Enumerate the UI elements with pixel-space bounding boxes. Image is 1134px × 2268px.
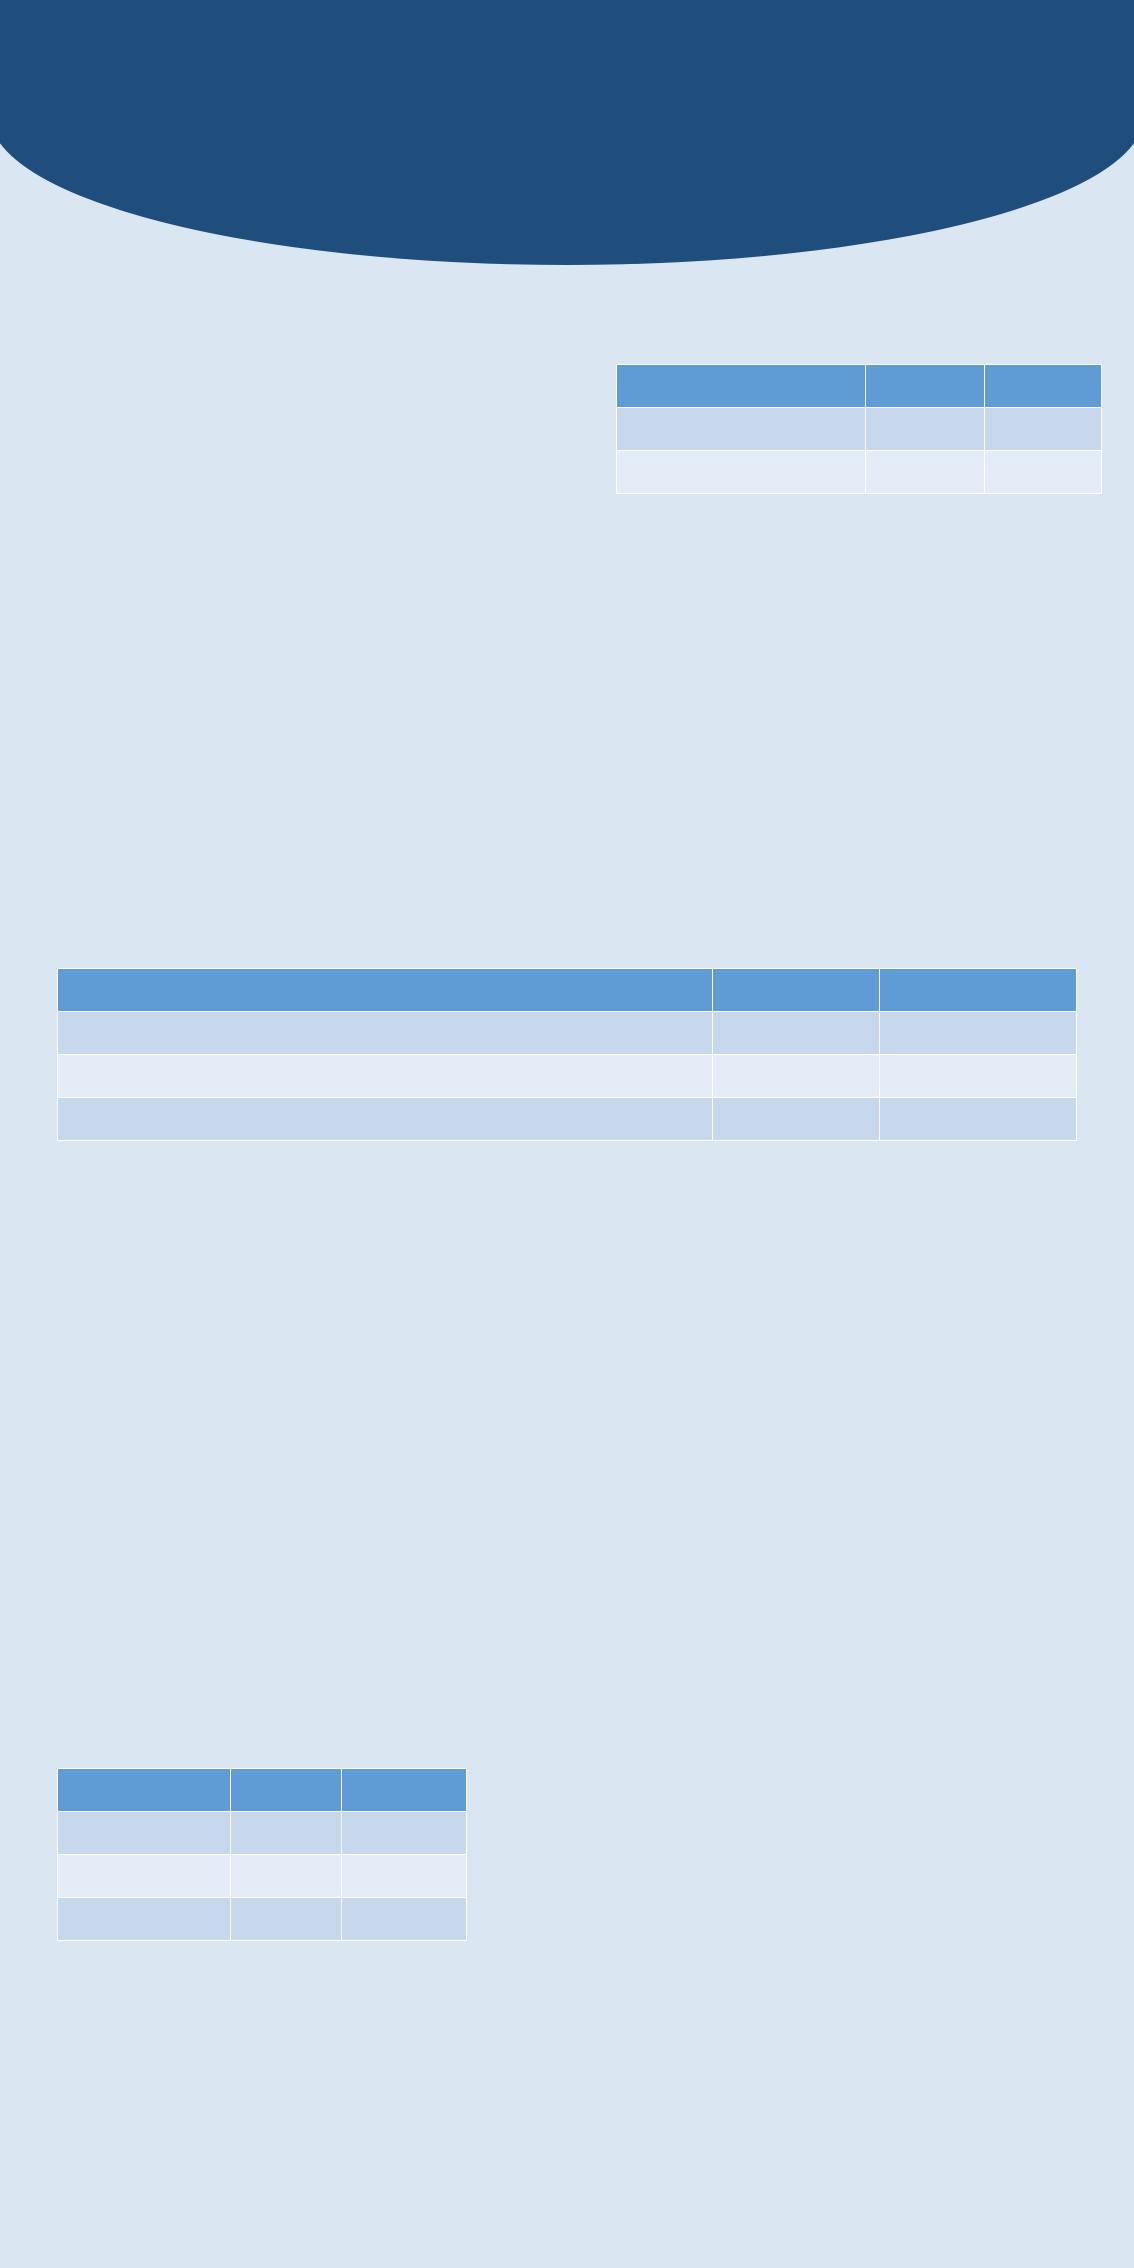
diagram-dominant-ninth (10, 1275, 540, 1475)
table-row (58, 1898, 467, 1941)
cell (342, 1898, 467, 1941)
cell (713, 1098, 880, 1141)
cell (713, 1012, 880, 1055)
cell (58, 1898, 231, 1941)
cell (880, 1055, 1077, 1098)
cell (58, 1012, 713, 1055)
cell (866, 451, 985, 494)
cell (58, 1098, 713, 1141)
diagram-suspended-second (10, 690, 540, 890)
col-intervals (985, 365, 1102, 408)
header-banner (0, 0, 1134, 265)
cell (58, 1055, 713, 1098)
col-symbol (866, 365, 985, 408)
cell (231, 1898, 342, 1941)
sus-table (616, 364, 1102, 494)
diagram-add-nine (590, 1788, 1120, 1988)
cell (231, 1812, 342, 1855)
col-symbol (713, 969, 880, 1012)
cell (866, 408, 985, 451)
table-row (58, 1098, 1077, 1141)
table-row (58, 1055, 1077, 1098)
col-name (617, 365, 866, 408)
diagram-dominant-thirteenth (10, 1515, 540, 1715)
cell (617, 451, 866, 494)
cell (713, 1055, 880, 1098)
cell (342, 1812, 467, 1855)
cell (985, 408, 1102, 451)
cell (880, 1098, 1077, 1141)
cell (617, 408, 866, 451)
diagram-dominant-eleventh (568, 1275, 1098, 1475)
col-name (58, 969, 713, 1012)
cell (231, 1855, 342, 1898)
table-header-row (58, 969, 1077, 1012)
col-name (58, 1769, 231, 1812)
diagram-add-eleven (30, 2050, 560, 2250)
table-row (617, 451, 1102, 494)
extensions-table (57, 968, 1077, 1141)
table-row (617, 408, 1102, 451)
cell (58, 1812, 231, 1855)
diagram-add-thirteen (590, 2050, 1120, 2250)
cell (880, 1012, 1077, 1055)
table-row (58, 1812, 467, 1855)
col-intervals (880, 969, 1077, 1012)
cell (342, 1855, 467, 1898)
diagram-suspended-fourth (568, 690, 1098, 890)
col-intervals (342, 1769, 467, 1812)
col-symbol (231, 1769, 342, 1812)
cell (985, 451, 1102, 494)
table-header-row (617, 365, 1102, 408)
table-row (58, 1855, 467, 1898)
table-header-row (58, 1769, 467, 1812)
add-table (57, 1768, 467, 1941)
cell (58, 1855, 231, 1898)
table-row (58, 1012, 1077, 1055)
